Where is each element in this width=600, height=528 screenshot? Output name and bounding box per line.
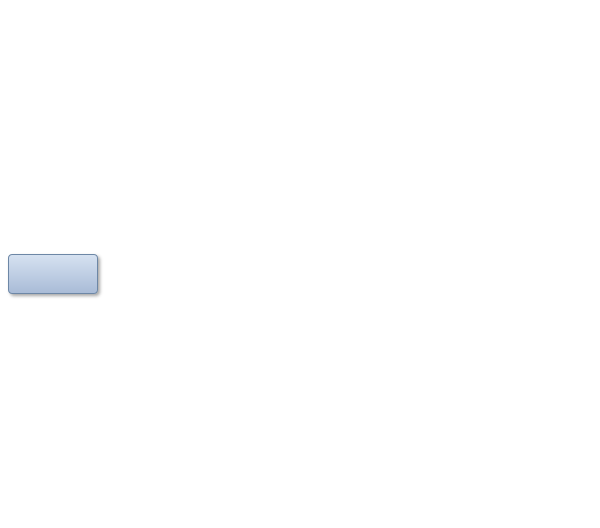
root-node[interactable] (8, 254, 98, 294)
